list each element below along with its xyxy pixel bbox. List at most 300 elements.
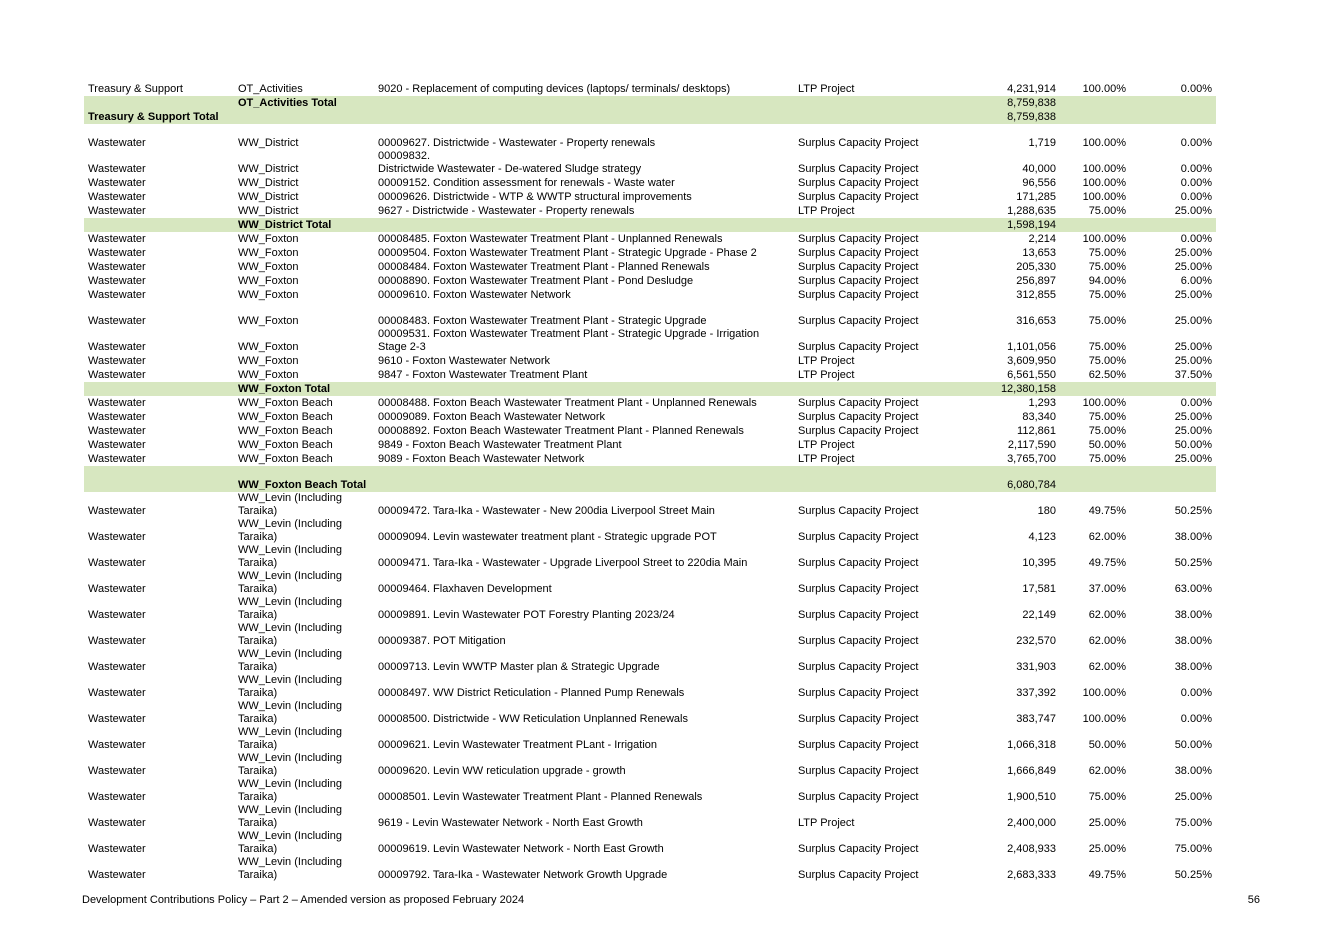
project-type-cell: LTP Project [798,369,855,381]
project-type-cell: LTP Project [798,817,855,829]
project-cell: 9020 - Replacement of computing devices (laptops/ terminals/ desktops) [378,83,731,95]
cost-centre-cell [234,110,374,124]
project-cell: 00008488. Foxton Beach Wastewater Treatment Plant - Unplanned Renewals [378,397,757,409]
growth-percent-cell: 25.00% [1088,817,1126,829]
cost-centre-cell: WW_Foxton Beach [238,425,333,437]
page-number: 56 [1247,894,1260,906]
table-row [84,452,1216,466]
amount-cell: 13,653 [1022,247,1056,259]
table-row [84,674,1216,700]
cost-centre-cell: WW_Foxton [238,247,299,259]
renewal-percent-cell: 25.00% [1174,425,1212,437]
amount-cell: 4,123 [1028,531,1056,543]
footer-title: Development Contributions Policy – Part 2 – Amended version as proposed February 2024 [82,894,525,906]
activity-cell: Wastewater [88,261,146,273]
cost-centre-cell: WW_Levin (Including Taraika) [238,648,342,673]
project-type-cell: Surplus Capacity Project [798,661,919,673]
renewal-percent-cell: 25.00% [1174,289,1212,301]
project-type-cell: Surplus Capacity Project [798,765,919,777]
cost-centre-cell: WW_Foxton [238,275,299,287]
amount-cell: 2,683,333 [1007,869,1056,881]
renewal-percent-cell: 25.00% [1174,791,1212,803]
project-type-cell: Surplus Capacity Project [798,275,919,287]
project-type-cell: Surplus Capacity Project [798,843,919,855]
project-type-cell: Surplus Capacity Project [798,791,919,803]
amount-cell: 22,149 [1022,609,1056,621]
renewal-percent-cell: 50.25% [1174,505,1212,517]
activity-cell: Wastewater [88,369,146,381]
growth-percent-cell: 75.00% [1088,355,1126,367]
growth-percent-cell: 100.00% [1082,233,1126,245]
table-row [84,544,1216,570]
renewal-percent-cell: 37.50% [1174,369,1212,381]
amount-cell: 180 [1037,505,1056,517]
activity-cell: Wastewater [88,583,146,595]
table-row [84,648,1216,674]
amount-cell: 331,903 [1016,661,1056,673]
growth-percent-cell: 75.00% [1088,453,1126,465]
subtotal-row [84,218,1216,232]
project-type-cell [794,218,944,232]
project-cell: 00009626. Districtwide - WTP & WWTP structural improvements [378,191,692,203]
cost-centre-cell: WW_Levin (Including Taraika) [238,830,342,855]
project-cell: 00008483. Foxton Wastewater Treatment Plant - Strategic Upgrade [378,315,707,327]
renewal-percent-cell: 0.00% [1180,137,1212,149]
cost-centre-cell: WW_Levin (Including Taraika) [238,596,342,621]
renewal-percent-cell: 25.00% [1174,411,1212,423]
project-cell: 00008500. Districtwide - WW Reticulation Unplanned Renewals [378,713,688,725]
project-type-cell: Surplus Capacity Project [798,163,919,175]
activity-cell: Wastewater [88,191,146,203]
cost-centre-cell: WW_Foxton Total [234,382,374,396]
cost-centre-cell: WW_Levin (Including Taraika) [238,856,342,881]
activity-cell: Wastewater [88,341,146,353]
project-type-cell: Surplus Capacity Project [798,289,919,301]
growth-percent-cell [1060,218,1130,232]
renewal-percent-cell: 50.25% [1174,869,1212,881]
renewal-percent-cell: 25.00% [1174,341,1212,353]
project-type-cell: Surplus Capacity Project [798,233,919,245]
amount-cell: 312,855 [1016,289,1056,301]
growth-percent-cell: 75.00% [1088,315,1126,327]
project-type-cell [794,96,944,110]
renewal-percent-cell: 0.00% [1180,191,1212,203]
growth-percent-cell: 75.00% [1088,425,1126,437]
table-row [84,492,1216,518]
table-row [84,328,1216,354]
project-type-cell [794,466,944,492]
project-type-cell: Surplus Capacity Project [798,261,919,273]
project-cell: 00009531. Foxton Wastewater Treatment Plant - Strategic Upgrade - Irrigation Stage 2-3 [378,328,760,353]
growth-percent-cell: 75.00% [1088,411,1126,423]
project-cell: 00009792. Tara-Ika - Wastewater Network Growth Upgrade [378,869,668,881]
growth-percent-cell: 49.75% [1088,557,1126,569]
growth-percent-cell: 75.00% [1088,791,1126,803]
cost-centre-cell: OT_Activities [238,83,303,95]
cost-centre-cell: WW_Foxton [238,261,299,273]
project-cell: 00009621. Levin Wastewater Treatment PLant - Irrigation [378,739,658,751]
growth-percent-cell: 75.00% [1088,289,1126,301]
table-row [84,622,1216,648]
growth-percent-cell: 75.00% [1088,205,1126,217]
project-cell: 9089 - Foxton Beach Wastewater Network [378,453,585,465]
activity-cell: Wastewater [88,739,146,751]
renewal-percent-cell: 25.00% [1174,453,1212,465]
amount-cell: 1,066,318 [1007,739,1056,751]
project-type-cell: Surplus Capacity Project [798,687,919,699]
project-cell: 00008890. Foxton Wastewater Treatment Plant - Pond Desludge [378,275,694,287]
project-cell: 00009464. Flaxhaven Development [378,583,552,595]
cost-centre-cell: WW_District [238,163,299,175]
project-cell: 00009610. Foxton Wastewater Network [378,289,571,301]
cost-centre-cell: WW_Foxton Beach [238,439,333,451]
amount-cell: 17,581 [1022,583,1056,595]
activity-cell: Wastewater [88,275,146,287]
growth-percent-cell: 100.00% [1082,163,1126,175]
project-cell: 00009472. Tara-Ika - Wastewater - New 200dia Liverpool Street Main [378,505,715,517]
activity-cell: Wastewater [88,661,146,673]
amount-cell: 171,285 [1016,191,1056,203]
growth-percent-cell: 62.50% [1088,369,1126,381]
table-row [84,596,1216,622]
amount-cell: 337,392 [1016,687,1056,699]
growth-percent-cell: 100.00% [1082,687,1126,699]
project-type-cell: Surplus Capacity Project [798,713,919,725]
growth-percent-cell: 50.00% [1088,439,1126,451]
project-cell: 00009832. Districtwide Wastewater - De-watered Sludge strategy [378,150,642,175]
project-cell: 9627 - Districtwide - Wastewater - Property renewals [378,205,635,217]
amount-cell: 83,340 [1022,411,1056,423]
amount-cell: 3,765,700 [1007,453,1056,465]
growth-percent-cell [1060,96,1130,110]
table-row [84,176,1216,190]
project-type-cell: LTP Project [798,355,855,367]
table-row [84,396,1216,410]
project-type-cell: Surplus Capacity Project [798,505,919,517]
project-type-cell: Surplus Capacity Project [798,869,919,881]
activity-cell: Treasury & Support [88,83,183,95]
growth-percent-cell: 100.00% [1082,83,1126,95]
subtotal-row [84,382,1216,396]
project-cell: 9619 - Levin Wastewater Network - North East Growth [378,817,643,829]
subtotal-row [84,96,1216,110]
renewal-percent-cell: 0.00% [1180,163,1212,175]
cost-centre-cell: WW_District [238,205,299,217]
project-cell: 00008501. Levin Wastewater Treatment Plant - Planned Renewals [378,791,703,803]
project-type-cell: LTP Project [798,439,855,451]
table-row [84,424,1216,438]
amount-cell: 205,330 [1016,261,1056,273]
activity-cell [84,382,234,396]
table-row [84,700,1216,726]
cost-centre-cell: WW_Levin (Including Taraika) [238,518,342,543]
project-type-cell: Surplus Capacity Project [798,191,919,203]
activity-cell: Wastewater [88,439,146,451]
project-cell: 00009619. Levin Wastewater Network - North East Growth [378,843,664,855]
cost-centre-cell: WW_Levin (Including Taraika) [238,778,342,803]
growth-percent-cell: 49.75% [1088,505,1126,517]
growth-percent-cell: 49.75% [1088,869,1126,881]
renewal-percent-cell: 50.00% [1174,439,1212,451]
growth-percent-cell: 37.00% [1088,583,1126,595]
project-type-cell: LTP Project [798,205,855,217]
activity-cell: Wastewater [88,843,146,855]
cost-centre-cell: WW_Levin (Including Taraika) [238,622,342,647]
table-row [84,274,1216,288]
amount-cell: 40,000 [1022,163,1056,175]
amount-cell: 316,653 [1016,315,1056,327]
amount-cell: 6,561,550 [1007,369,1056,381]
table-row [84,82,1216,96]
project-cell [374,96,794,110]
growth-percent-cell: 100.00% [1082,713,1126,725]
growth-percent-cell: 75.00% [1088,341,1126,353]
project-type-cell: Surplus Capacity Project [798,341,919,353]
activity-cell: Wastewater [88,713,146,725]
growth-percent-cell [1060,466,1130,492]
activity-cell: Wastewater [88,505,146,517]
amount-cell: 1,288,635 [1007,205,1056,217]
amount-cell: 232,570 [1016,635,1056,647]
project-cell [374,218,794,232]
cost-centre-cell: WW_Foxton Beach Total [234,466,374,492]
table-row [84,778,1216,804]
activity-cell [84,218,234,232]
cost-centre-cell: WW_Foxton Beach [238,411,333,423]
project-type-cell: LTP Project [798,453,855,465]
cost-centre-cell: WW_Foxton Beach [238,453,333,465]
project-type-cell: Surplus Capacity Project [798,137,919,149]
amount-cell: 8,759,838 [944,96,1060,110]
activity-cell: Wastewater [88,315,146,327]
project-cell: 00008892. Foxton Beach Wastewater Treatment Plant - Planned Renewals [378,425,744,437]
project-cell: 00009713. Levin WWTP Master plan & Strategic Upgrade [378,661,660,673]
project-cell: 9849 - Foxton Beach Wastewater Treatment Plant [378,439,622,451]
project-cell: 00008497. WW District Reticulation - Planned Pump Renewals [378,687,685,699]
project-cell: 9610 - Foxton Wastewater Network [378,355,550,367]
renewal-percent-cell: 25.00% [1174,315,1212,327]
activity-cell: Wastewater [88,205,146,217]
amount-cell: 4,231,914 [1007,83,1056,95]
growth-percent-cell: 62.00% [1088,609,1126,621]
project-type-cell: Surplus Capacity Project [798,609,919,621]
amount-cell: 383,747 [1016,713,1056,725]
project-type-cell: Surplus Capacity Project [798,583,919,595]
table-row [84,804,1216,830]
table-row [84,354,1216,368]
project-type-cell: Surplus Capacity Project [798,315,919,327]
renewal-percent-cell: 75.00% [1174,817,1212,829]
amount-cell: 2,117,590 [1007,439,1056,451]
cost-centre-cell: WW_Foxton [238,289,299,301]
amount-cell: 1,666,849 [1007,765,1056,777]
renewal-percent-cell: 0.00% [1180,397,1212,409]
renewal-percent-cell [1130,466,1216,492]
growth-percent-cell: 62.00% [1088,765,1126,777]
renewal-percent-cell: 25.00% [1174,205,1212,217]
project-cell [374,382,794,396]
activity-cell: Wastewater [88,453,146,465]
cost-centre-cell: WW_Levin (Including Taraika) [238,492,342,517]
amount-cell: 1,719 [1028,137,1056,149]
cost-centre-cell: WW_Foxton [238,315,299,327]
project-cell: 00009094. Levin wastewater treatment plant - Strategic upgrade POT [378,531,717,543]
cost-centre-cell: WW_Foxton [238,369,299,381]
renewal-percent-cell: 50.00% [1174,739,1212,751]
growth-percent-cell: 100.00% [1082,191,1126,203]
table-row [84,726,1216,752]
renewal-percent-cell [1130,110,1216,124]
renewal-percent-cell [1130,218,1216,232]
table-row [84,368,1216,382]
growth-percent-cell: 100.00% [1082,397,1126,409]
project-cell: 00009387. POT Mitigation [378,635,506,647]
project-type-cell: Surplus Capacity Project [798,411,919,423]
activity-cell: Wastewater [88,425,146,437]
amount-cell: 96,556 [1022,177,1056,189]
amount-cell: 12,380,158 [944,382,1060,396]
table-row [84,830,1216,856]
renewal-percent-cell: 0.00% [1180,713,1212,725]
renewal-percent-cell: 25.00% [1174,261,1212,273]
table-row [84,410,1216,424]
amount-cell: 256,897 [1016,275,1056,287]
growth-percent-cell [1060,110,1130,124]
growth-percent-cell: 75.00% [1088,261,1126,273]
cost-centre-cell: WW_District [238,137,299,149]
activity-cell: Wastewater [88,355,146,367]
amount-cell: 1,598,194 [944,218,1060,232]
cost-centre-cell: WW_Levin (Including Taraika) [238,804,342,829]
project-type-cell [794,382,944,396]
project-cell: 00009627. Districtwide - Wastewater - Property renewals [378,137,656,149]
cost-centre-cell: WW_Levin (Including Taraika) [238,726,342,751]
activity-cell [84,96,234,110]
table-body [84,82,1216,882]
activity-cell: Wastewater [88,247,146,259]
activity-cell: Wastewater [88,531,146,543]
growth-percent-cell: 62.00% [1088,635,1126,647]
table-row [84,124,1216,150]
renewal-percent-cell: 0.00% [1180,687,1212,699]
activity-cell: Wastewater [88,869,146,881]
project-cell: 00009152. Condition assessment for renewals - Waste water [378,177,675,189]
cost-centre-cell: WW_District [238,177,299,189]
renewal-percent-cell: 50.25% [1174,557,1212,569]
amount-cell: 8,759,838 [944,110,1060,124]
project-cell: 9847 - Foxton Wastewater Treatment Plant [378,369,588,381]
table-row [84,260,1216,274]
activity-cell: Wastewater [88,163,146,175]
renewal-percent-cell: 63.00% [1174,583,1212,595]
table-row [84,438,1216,452]
growth-percent-cell: 25.00% [1088,843,1126,855]
renewal-percent-cell: 0.00% [1180,233,1212,245]
subtotal-row [84,466,1216,492]
subtotal-row [84,110,1216,124]
project-type-cell: LTP Project [798,83,855,95]
table-row [84,232,1216,246]
project-cell: 00009504. Foxton Wastewater Treatment Plant - Strategic Upgrade - Phase 2 [378,247,757,259]
activity-cell: Treasury & Support Total [84,110,234,124]
growth-percent-cell: 100.00% [1082,137,1126,149]
renewal-percent-cell: 25.00% [1174,355,1212,367]
cost-centre-cell: WW_Levin (Including Taraika) [238,674,342,699]
renewal-percent-cell: 0.00% [1180,177,1212,189]
project-cell: 00009891. Levin Wastewater POT Forestry Planting 2023/24 [378,609,675,621]
table-row [84,752,1216,778]
table-row [84,570,1216,596]
renewal-percent-cell: 75.00% [1174,843,1212,855]
renewal-percent-cell: 38.00% [1174,635,1212,647]
project-type-cell: Surplus Capacity Project [798,739,919,751]
project-type-cell: Surplus Capacity Project [798,635,919,647]
project-cell: 00008485. Foxton Wastewater Treatment Plant - Unplanned Renewals [378,233,723,245]
renewal-percent-cell [1130,96,1216,110]
renewal-percent-cell: 38.00% [1174,765,1212,777]
project-type-cell: Surplus Capacity Project [798,247,919,259]
renewal-percent-cell: 38.00% [1174,661,1212,673]
renewal-percent-cell: 0.00% [1180,83,1212,95]
activity-cell: Wastewater [88,397,146,409]
cost-centre-cell: WW_Levin (Including Taraika) [238,544,342,569]
project-cell: 00009089. Foxton Beach Wastewater Network [378,411,606,423]
project-type-cell: Surplus Capacity Project [798,531,919,543]
table-row [84,204,1216,218]
activity-cell: Wastewater [88,635,146,647]
cost-centre-cell: WW_Levin (Including Taraika) [238,752,342,777]
project-type-cell: Surplus Capacity Project [798,425,919,437]
renewal-percent-cell: 38.00% [1174,531,1212,543]
activity-cell: Wastewater [88,233,146,245]
project-type-cell: Surplus Capacity Project [798,397,919,409]
activity-cell: Wastewater [88,687,146,699]
activity-cell: Wastewater [88,609,146,621]
activity-cell: Wastewater [88,765,146,777]
renewal-percent-cell: 38.00% [1174,609,1212,621]
cost-centre-cell: WW_Foxton [238,233,299,245]
activity-cell: Wastewater [88,137,146,149]
renewal-percent-cell: 25.00% [1174,247,1212,259]
project-cell [374,110,794,124]
table-row [84,190,1216,204]
amount-cell: 2,214 [1028,233,1056,245]
growth-percent-cell: 75.00% [1088,247,1126,259]
amount-cell: 6,080,784 [944,466,1060,492]
cost-centre-cell: WW_District [238,191,299,203]
amount-cell: 2,400,000 [1007,817,1056,829]
project-cell: 00009471. Tara-Ika - Wastewater - Upgrade Liverpool Street to 220dia Main [378,557,748,569]
renewal-percent-cell [1130,382,1216,396]
growth-percent-cell: 62.00% [1088,661,1126,673]
activity-cell [84,466,234,492]
growth-percent-cell: 62.00% [1088,531,1126,543]
table-row [84,302,1216,328]
project-type-cell [794,110,944,124]
project-type-cell: Surplus Capacity Project [798,177,919,189]
project-cell: 00009620. Levin WW reticulation upgrade - growth [378,765,626,777]
cost-centre-cell: WW_District Total [234,218,374,232]
amount-cell: 1,293 [1028,397,1056,409]
cost-centre-cell: WW_Foxton [238,341,299,353]
table-row [84,288,1216,302]
cost-centre-cell: WW_Foxton Beach [238,397,333,409]
amount-cell: 10,395 [1022,557,1056,569]
activity-cell: Wastewater [88,791,146,803]
activity-cell: Wastewater [88,177,146,189]
table-row [84,856,1216,882]
table-row [84,518,1216,544]
